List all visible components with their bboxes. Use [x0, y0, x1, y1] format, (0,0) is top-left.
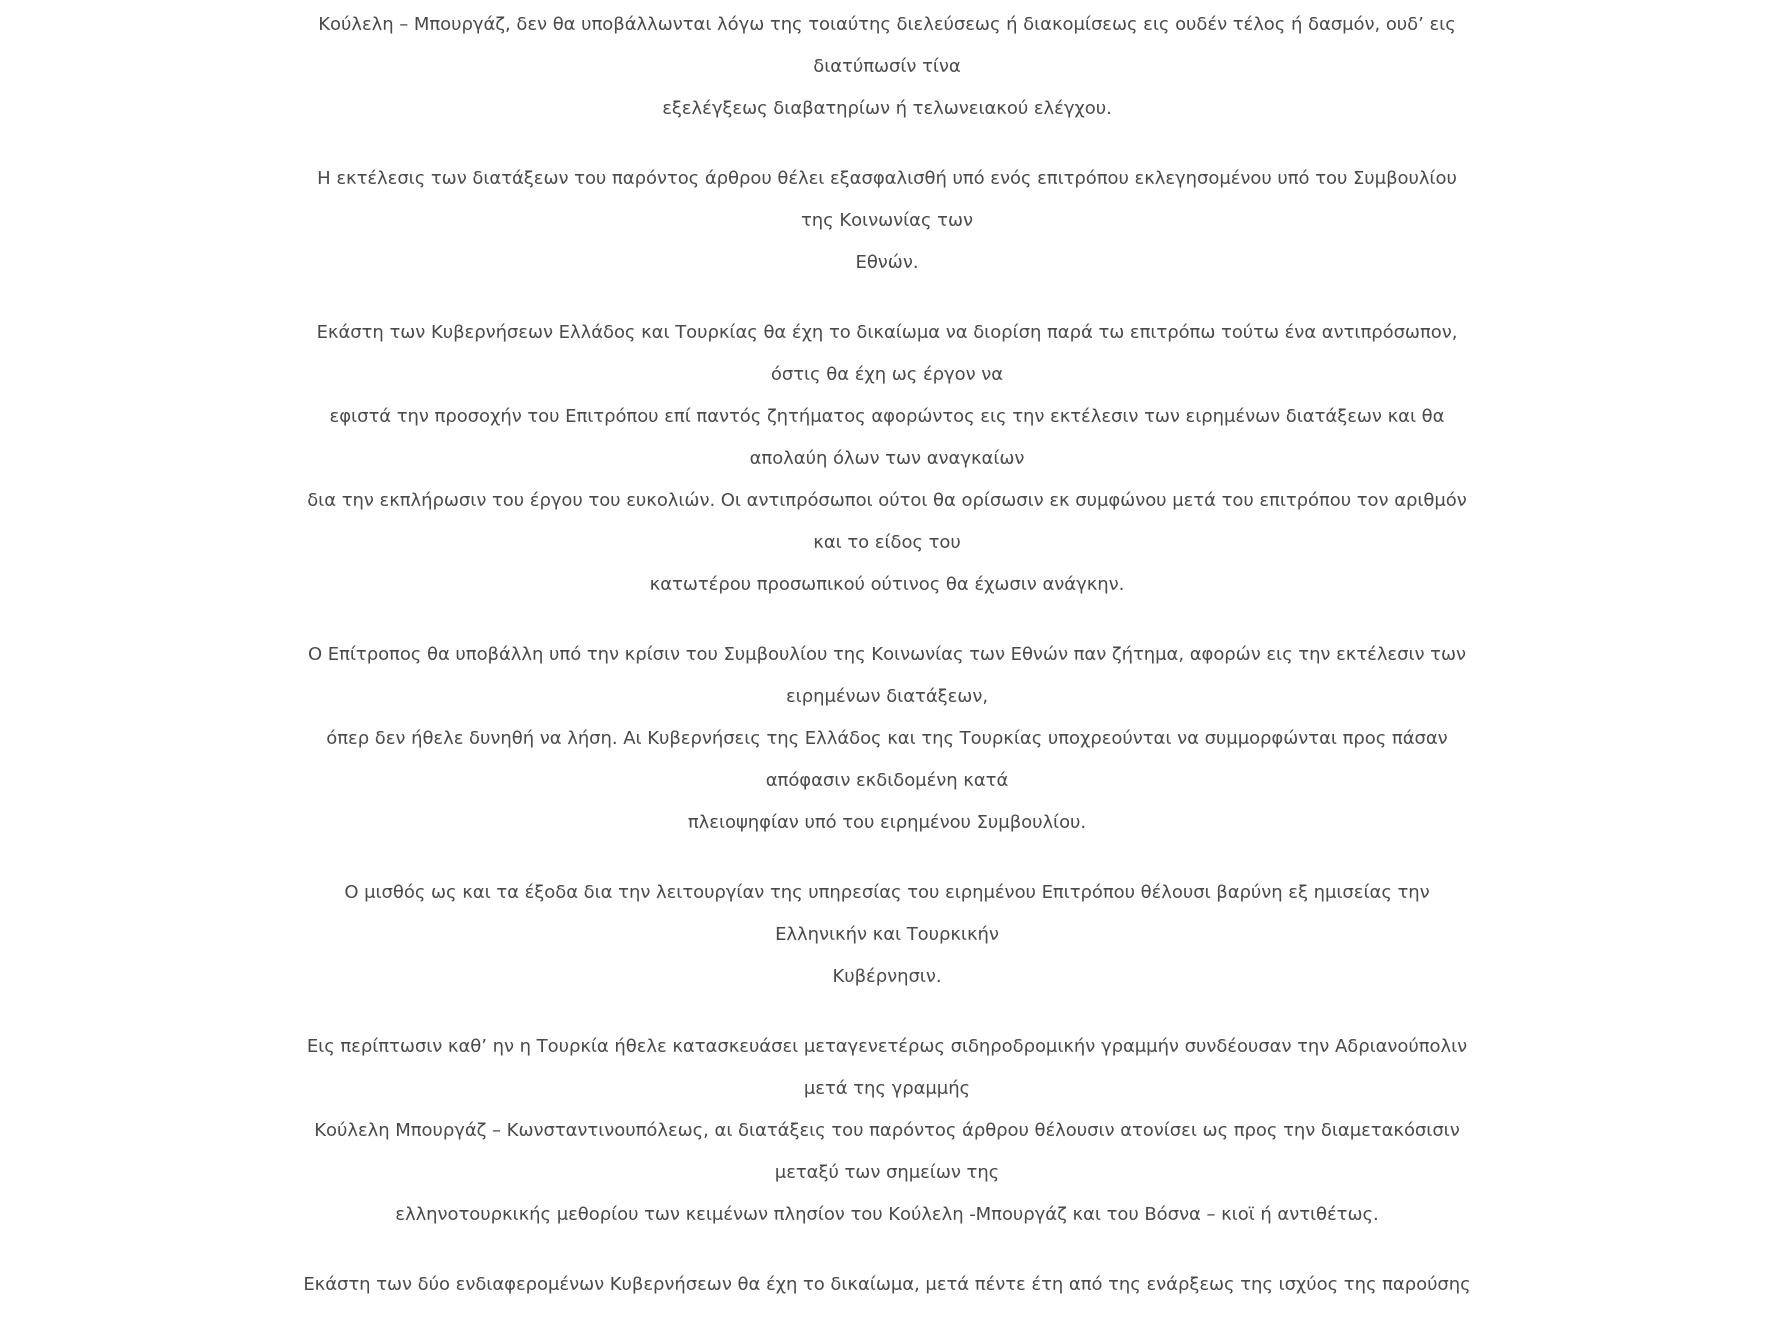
text-line: κατωτέρου προσωπικού ούτινος θα έχωσιν ανάγκην. — [649, 574, 1125, 595]
text-line: Εκάστη των δύο ενδιαφερομένων Κυβερνήσεων θα έχη το δικαίωμα, μετά πέντε έτη από της ενάρξεως της ισχύος της παρούσης — [303, 1274, 1471, 1295]
text-line: εξελέγξεως διαβατηρίων ή τελωνειακού ελέγχου. — [662, 98, 1112, 119]
text-line: Ελληνικήν και Τουρκικήν — [775, 924, 999, 945]
text-line: Ο μισθός ως και τα έξοδα δια την λειτουργίαν της υπηρεσίας του ειρημένου Επιτρόπου θέλουσι βαρύνη εξ ημισείας την — [344, 882, 1430, 903]
text-line: Εις περίπτωσιν καθ’ ην η Τουρκία ήθελε κατασκευάσει μεταγενετέρως σιδηροδρομικήν γραμμήν συνδέουσαν την Αδριανούπολιν — [306, 1036, 1468, 1057]
text-line: απολαύη όλων των αναγκαίων — [749, 448, 1025, 469]
paragraph — [0, 158, 1774, 284]
text-line: εφιστά την προσοχήν του Επιτρόπου επί παντός ζητήματος αφορώντος εις την εκτέλεσιν των ειρημένων διατάξεων και θα — [329, 406, 1445, 427]
text-line: Εκάστη των Κυβερνήσεων Ελλάδος και Τουρκίας θα έχη το δικαίωμα να διορίση παρά τω επιτρόπω τούτω ένα αντιπρόσωπον, — [316, 322, 1458, 343]
text-line: Ο Επίτροπος θα υποβάλλη υπό την κρίσιν του Συμβουλίου της Κοινωνίας των Εθνών παν ζήτημα, αφορών εις την εκτέλεσιν των — [307, 644, 1466, 665]
text-line: ελληνοτουρκικής μεθορίου των κειμένων πλησίον του Κούλελη -Μπουργάζ και του Βόσνα – κιοϊ ή αντιθέτως. — [395, 1204, 1379, 1225]
text-line: ειρημένων διατάξεων, — [785, 686, 989, 707]
paragraph — [0, 872, 1774, 998]
text-line: της Κοινωνίας των — [801, 210, 973, 231]
paragraph — [0, 312, 1774, 606]
text-line: διατύπωσίν τίνα — [813, 56, 961, 77]
paragraph — [0, 634, 1774, 844]
text-line: όπερ δεν ήθελε δυνηθή να λήση. Αι Κυβερνήσεις της Ελλάδος και της Τουρκίας υποχρεούνται να συμμορφώνται προς πάσαν — [326, 728, 1448, 749]
paragraph — [0, 4, 1774, 130]
text-line: όστις θα έχη ως έργον να — [770, 364, 1004, 385]
text-line: Η εκτέλεσις των διατάξεων του παρόντος άρθρου θέλει εξασφαλισθή υπό ενός επιτρόπου εκλεγησομένου υπό του Συμβουλίου — [317, 168, 1457, 189]
text-line: μετά της γραμμής — [803, 1078, 971, 1099]
text-line: Εθνών. — [855, 252, 919, 273]
paragraph — [0, 1026, 1774, 1236]
text-line: Κούλελη – Μπουργάζ, δεν θα υποβάλλωνται λόγω της τοιαύτης διελεύσεως ή διακομίσεως εις ουδέν τέλος ή δασμόν, ουδ’ εις — [318, 14, 1456, 35]
text-line: Κούλελη Μπουργάζ – Κωνσταντινουπόλεως, αι διατάξεις του παρόντος άρθρου θέλουσιν ατονίσει ως προς την διαμετακόσισιν — [314, 1120, 1460, 1141]
text-line: πλειοψηφίαν υπό του ειρημένου Συμβουλίου. — [687, 812, 1087, 833]
text-line: μεταξύ των σημείων της — [774, 1162, 1000, 1183]
text-line: απόφασιν εκδιδομένη κατά — [765, 770, 1009, 791]
text-line: και το είδος του — [813, 532, 961, 553]
text-line: δια την εκπλήρωσιν του έργου του ευκολιών. Οι αντιπρόσωποι ούτοι θα ορίσωσιν εκ συμφώνου μετά του επιτρόπου τον αριθμόν — [307, 490, 1467, 511]
paragraph — [0, 1264, 1774, 1306]
text-line: Κυβέρνησιν. — [832, 966, 942, 987]
